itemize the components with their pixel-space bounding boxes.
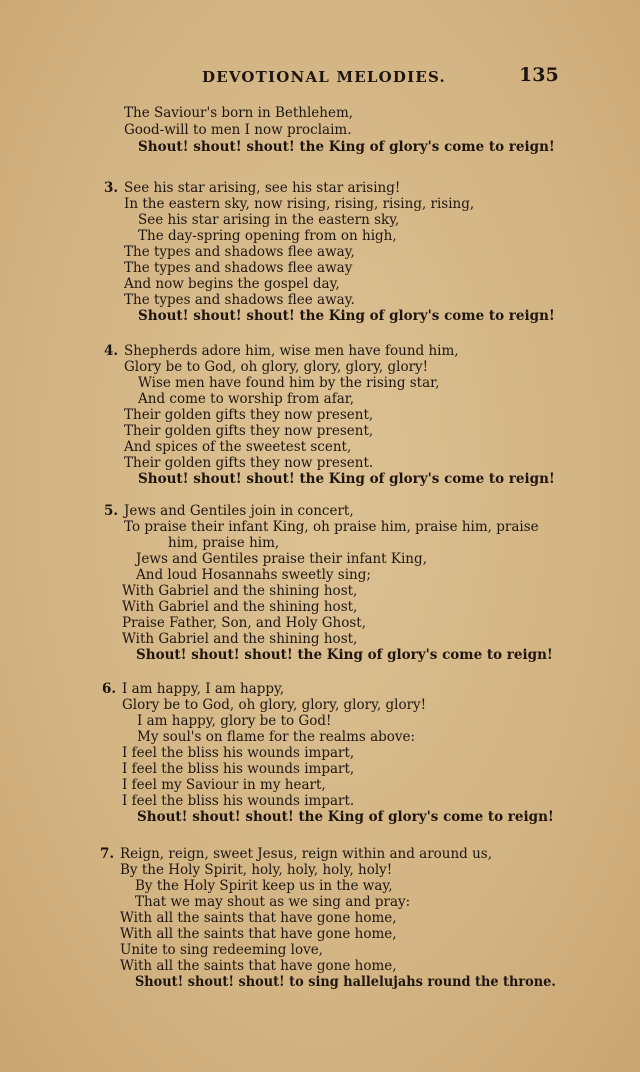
verse-line: I feel my Saviour in my heart, xyxy=(122,777,326,793)
page-number: 135 xyxy=(519,64,559,86)
verse-line: him, praise him, xyxy=(168,535,280,551)
verse-line: Unite to sing redeeming love, xyxy=(120,942,323,958)
verse-line: With Gabriel and the shining host, xyxy=(122,599,358,615)
verse-number: 3. xyxy=(104,180,119,196)
verse-number: 6. xyxy=(102,681,117,697)
verse-refrain: Shout! shout! shout! the King of glory's come to reign! xyxy=(138,471,555,487)
verse-line: The types and shadows flee away, xyxy=(124,244,355,260)
verse-refrain: Shout! shout! shout! the King of glory's come to reign! xyxy=(138,139,555,155)
verse-line: That we may shout as we sing and pray: xyxy=(135,894,411,910)
verse-line: Praise Father, Son, and Holy Ghost, xyxy=(122,615,366,631)
verse-first-line: Shepherds adore him, wise men have found him, xyxy=(124,343,459,359)
verse-first-line: Jews and Gentiles join in concert, xyxy=(124,503,354,519)
verse-line: And come to worship from afar, xyxy=(138,391,355,407)
verse-line: With all the saints that have gone home, xyxy=(120,910,397,926)
verse-line: I feel the bliss his wounds impart, xyxy=(122,745,355,761)
verse-line: I am happy, glory be to God! xyxy=(137,713,332,729)
verse-line: The Saviour's born in Bethlehem, xyxy=(124,105,354,121)
verse-first-line: Reign, reign, sweet Jesus, reign within and around us, xyxy=(120,846,493,862)
verse-first-line: I am happy, I am happy, xyxy=(122,681,285,697)
verse-line: By the Holy Spirit keep us in the way, xyxy=(135,878,393,894)
verse-line: Glory be to God, oh glory, glory, glory, glory! xyxy=(122,697,427,713)
verse-refrain: Shout! shout! shout! to sing hallelujahs round the throne. xyxy=(135,974,556,990)
verse-line: The day-spring opening from on high, xyxy=(138,228,397,244)
verse-line: With Gabriel and the shining host, xyxy=(122,583,358,599)
verse-refrain: Shout! shout! shout! the King of glory's come to reign! xyxy=(137,809,554,825)
running-title: DEVOTIONAL MELODIES. xyxy=(202,68,446,86)
verse-line: Good-will to men I now proclaim. xyxy=(124,122,352,138)
verse-line: With Gabriel and the shining host, xyxy=(122,631,358,647)
verse-refrain: Shout! shout! shout! the King of glory's come to reign! xyxy=(138,308,555,324)
verse-number: 5. xyxy=(104,503,119,519)
verse-line: The types and shadows flee away xyxy=(124,260,353,276)
verse-line: See his star arising in the eastern sky, xyxy=(138,212,400,228)
verse-line: By the Holy Spirit, holy, holy, holy, holy! xyxy=(120,862,393,878)
verse-line: I feel the bliss his wounds impart. xyxy=(122,793,355,809)
verse-line: Their golden gifts they now present, xyxy=(124,423,374,439)
verse-line: Glory be to God, oh glory, glory, glory, glory! xyxy=(124,359,429,375)
verse-line: And loud Hosannahs sweetly sing; xyxy=(136,567,371,583)
verse-line: With all the saints that have gone home, xyxy=(120,926,397,942)
verse-line: Wise men have found him by the rising star, xyxy=(138,375,440,391)
verse-line: And spices of the sweetest scent, xyxy=(124,439,352,455)
verse-number: 7. xyxy=(100,846,115,862)
verse-line: Their golden gifts they now present. xyxy=(124,455,374,471)
verse-first-line: See his star arising, see his star arising! xyxy=(124,180,401,196)
verse-line: Jews and Gentiles praise their infant King, xyxy=(136,551,427,567)
verse-refrain: Shout! shout! shout! the King of glory's come to reign! xyxy=(136,647,553,663)
verse-line: I feel the bliss his wounds impart, xyxy=(122,761,355,777)
verse-line: In the eastern sky, now rising, rising, rising, rising, xyxy=(124,196,475,212)
page-header xyxy=(0,66,640,90)
verse-line: To praise their infant King, oh praise him, praise him, praise xyxy=(124,519,539,535)
verse-line: Their golden gifts they now present, xyxy=(124,407,374,423)
verse-line: The types and shadows flee away. xyxy=(124,292,355,308)
verse-line: And now begins the gospel day, xyxy=(124,276,340,292)
verse-number: 4. xyxy=(104,343,119,359)
verse-line: With all the saints that have gone home, xyxy=(120,958,397,974)
verse-line: My soul's on flame for the realms above: xyxy=(137,729,416,745)
